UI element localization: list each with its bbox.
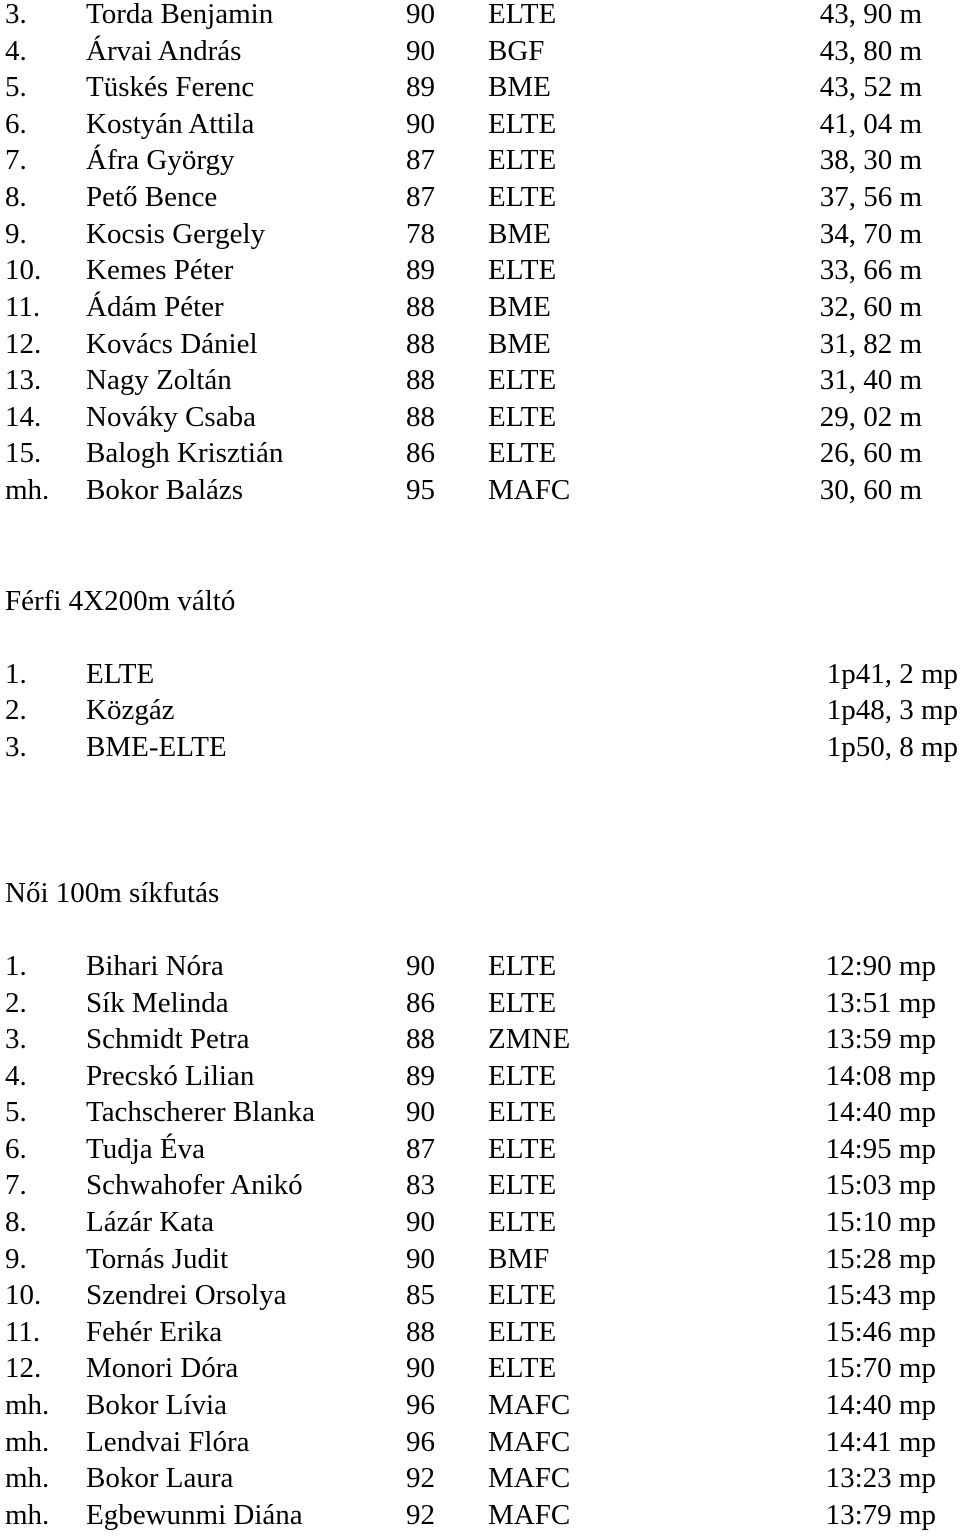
birth-year: 92	[406, 1462, 435, 1494]
rank: 9.	[5, 1243, 27, 1275]
table-row	[0, 696, 960, 732]
athlete-name: Kostyán Attila	[86, 108, 255, 140]
result: 31, 40 m	[819, 364, 922, 396]
club: BME	[488, 291, 551, 323]
club: BME	[488, 328, 551, 360]
rank: 14.	[5, 401, 42, 433]
rank: 15.	[5, 437, 42, 469]
table-row	[0, 183, 960, 219]
rank: mh.	[5, 1462, 50, 1494]
result: 15:46 mp	[825, 1316, 936, 1348]
team-name: ELTE	[86, 658, 155, 690]
club: ELTE	[488, 437, 557, 469]
club: BME	[488, 218, 551, 250]
athlete-name: Tudja Éva	[86, 1133, 205, 1165]
club: ELTE	[488, 950, 557, 982]
athlete-name: Nováky Csaba	[86, 401, 256, 433]
club: ELTE	[488, 1352, 557, 1384]
rank: 12.	[5, 328, 42, 360]
rank: 2.	[5, 694, 27, 726]
table-row	[0, 439, 960, 475]
result: 15:10 mp	[825, 1206, 936, 1238]
table-row	[0, 1391, 960, 1427]
rank: 4.	[5, 1060, 27, 1092]
result: 14:08 mp	[825, 1060, 936, 1092]
rank: mh.	[5, 1389, 50, 1421]
relay-heading: Férfi 4X200m váltó	[5, 585, 236, 617]
athlete-name: Monori Dóra	[86, 1352, 239, 1384]
table-row	[0, 1062, 960, 1098]
athlete-name: Szendrei Orsolya	[86, 1279, 287, 1311]
team-name: Közgáz	[86, 694, 175, 726]
result: 1p50, 8 mp	[826, 731, 958, 763]
athlete-name: Schmidt Petra	[86, 1023, 250, 1055]
birth-year: 89	[406, 1060, 435, 1092]
birth-year: 90	[406, 108, 435, 140]
table-row	[0, 256, 960, 292]
club: ELTE	[488, 0, 557, 30]
rank: mh.	[5, 1426, 50, 1458]
club: MAFC	[488, 1499, 571, 1531]
result: 1p41, 2 mp	[826, 658, 958, 690]
result: 12:90 mp	[825, 950, 936, 982]
table-row	[0, 220, 960, 256]
club: MAFC	[488, 1389, 571, 1421]
club: ELTE	[488, 364, 557, 396]
table-row	[0, 110, 960, 146]
table-row	[0, 403, 960, 439]
table-row	[0, 73, 960, 109]
athlete-name: Nagy Zoltán	[86, 364, 232, 396]
team-name: BME-ELTE	[86, 731, 227, 763]
rank: 3.	[5, 1023, 27, 1055]
birth-year: 83	[406, 1169, 435, 1201]
result: 43, 80 m	[819, 35, 922, 67]
club: ELTE	[488, 1279, 557, 1311]
rank: 10.	[5, 1279, 42, 1311]
athlete-name: Balogh Krisztián	[86, 437, 284, 469]
birth-year: 88	[406, 328, 435, 360]
birth-year: 87	[406, 181, 435, 213]
result: 37, 56 m	[819, 181, 922, 213]
birth-year: 90	[406, 1243, 435, 1275]
rank: 6.	[5, 1133, 27, 1165]
birth-year: 88	[406, 401, 435, 433]
club: ELTE	[488, 1060, 557, 1092]
rank: 1.	[5, 658, 27, 690]
result: 31, 82 m	[819, 328, 922, 360]
club: ELTE	[488, 108, 557, 140]
club: ELTE	[488, 401, 557, 433]
rank: 13.	[5, 364, 42, 396]
club: ELTE	[488, 1096, 557, 1128]
result: 29, 02 m	[819, 401, 922, 433]
birth-year: 88	[406, 364, 435, 396]
athlete-name: Bihari Nóra	[86, 950, 224, 982]
athlete-name: Lendvai Flóra	[86, 1426, 250, 1458]
club: MAFC	[488, 1462, 571, 1494]
club: BME	[488, 71, 551, 103]
table-row	[0, 1281, 960, 1317]
athlete-name: Kovács Dániel	[86, 328, 258, 360]
rank: mh.	[5, 1499, 50, 1531]
club: ELTE	[488, 1133, 557, 1165]
table-row	[0, 1025, 960, 1061]
rank: 8.	[5, 181, 27, 213]
table-row	[0, 1354, 960, 1390]
birth-year: 89	[406, 254, 435, 286]
birth-year: 88	[406, 291, 435, 323]
result: 15:28 mp	[825, 1243, 936, 1275]
table-row	[0, 989, 960, 1025]
rank: 12.	[5, 1352, 42, 1384]
result: 15:03 mp	[825, 1169, 936, 1201]
birth-year: 90	[406, 0, 435, 30]
table-row	[0, 1171, 960, 1207]
club: ZMNE	[488, 1023, 571, 1055]
result: 14:95 mp	[825, 1133, 936, 1165]
athlete-name: Áfra György	[86, 144, 235, 176]
table-row	[0, 1208, 960, 1244]
table-row	[0, 1135, 960, 1171]
result: 13:59 mp	[825, 1023, 936, 1055]
table-row	[0, 952, 960, 988]
rank: 7.	[5, 1169, 27, 1201]
club: MAFC	[488, 474, 571, 506]
athlete-name: Kocsis Gergely	[86, 218, 266, 250]
birth-year: 90	[406, 1096, 435, 1128]
result: 34, 70 m	[819, 218, 922, 250]
athlete-name: Tachscherer Blanka	[86, 1096, 316, 1128]
womens-100m-heading: Női 100m síkfutás	[5, 877, 220, 909]
athlete-name: Schwahofer Anikó	[86, 1169, 303, 1201]
table-row	[0, 1245, 960, 1281]
birth-year: 90	[406, 35, 435, 67]
result: 26, 60 m	[819, 437, 922, 469]
birth-year: 88	[406, 1316, 435, 1348]
result: 14:40 mp	[825, 1096, 936, 1128]
result: 33, 66 m	[819, 254, 922, 286]
table-row	[0, 733, 960, 769]
club: BGF	[488, 35, 545, 67]
table-row	[0, 1318, 960, 1354]
club: ELTE	[488, 987, 557, 1019]
athlete-name: Pető Bence	[86, 181, 218, 213]
birth-year: 87	[406, 1133, 435, 1165]
result: 13:23 mp	[825, 1462, 936, 1494]
athlete-name: Precskó Lilian	[86, 1060, 255, 1092]
result: 32, 60 m	[819, 291, 922, 323]
rank: 11.	[5, 1316, 41, 1348]
athlete-name: Tornás Judit	[86, 1243, 229, 1275]
table-row	[0, 660, 960, 696]
table-row	[0, 146, 960, 182]
result: 15:43 mp	[825, 1279, 936, 1311]
table-row	[0, 37, 960, 73]
birth-year: 90	[406, 1206, 435, 1238]
rank: 4.	[5, 35, 27, 67]
table-row	[0, 1428, 960, 1464]
athlete-name: Lázár Kata	[86, 1206, 214, 1238]
birth-year: 88	[406, 1023, 435, 1055]
result: 43, 90 m	[819, 0, 922, 30]
table-row	[0, 330, 960, 366]
birth-year: 78	[406, 218, 435, 250]
table-row	[0, 1464, 960, 1500]
athlete-name: Egbewunmi Diána	[86, 1499, 303, 1531]
birth-year: 95	[406, 474, 435, 506]
result: 38, 30 m	[819, 144, 922, 176]
rank: 11.	[5, 291, 41, 323]
result: 30, 60 m	[819, 474, 922, 506]
result: 43, 52 m	[819, 71, 922, 103]
club: ELTE	[488, 1206, 557, 1238]
rank: 9.	[5, 218, 27, 250]
birth-year: 96	[406, 1389, 435, 1421]
birth-year: 86	[406, 987, 435, 1019]
rank: 3.	[5, 731, 27, 763]
club: BMF	[488, 1243, 550, 1275]
athlete-name: Bokor Laura	[86, 1462, 234, 1494]
birth-year: 90	[406, 1352, 435, 1384]
rank: mh.	[5, 474, 50, 506]
athlete-name: Árvai András	[86, 35, 242, 67]
club: ELTE	[488, 254, 557, 286]
table-row	[0, 0, 960, 36]
result: 15:70 mp	[825, 1352, 936, 1384]
birth-year: 89	[406, 71, 435, 103]
rank: 10.	[5, 254, 42, 286]
result: 41, 04 m	[819, 108, 922, 140]
result: 14:41 mp	[825, 1426, 936, 1458]
result: 14:40 mp	[825, 1389, 936, 1421]
club: ELTE	[488, 1316, 557, 1348]
rank: 5.	[5, 1096, 27, 1128]
table-row	[0, 366, 960, 402]
table-row	[0, 476, 960, 512]
rank: 5.	[5, 71, 27, 103]
athlete-name: Kemes Péter	[86, 254, 234, 286]
rank: 7.	[5, 144, 27, 176]
rank: 6.	[5, 108, 27, 140]
club: ELTE	[488, 181, 557, 213]
club: ELTE	[488, 1169, 557, 1201]
birth-year: 92	[406, 1499, 435, 1531]
athlete-name: Bokor Lívia	[86, 1389, 227, 1421]
birth-year: 86	[406, 437, 435, 469]
birth-year: 90	[406, 950, 435, 982]
result: 13:51 mp	[825, 987, 936, 1019]
club: MAFC	[488, 1426, 571, 1458]
rank: 8.	[5, 1206, 27, 1238]
table-row	[0, 1098, 960, 1134]
athlete-name: Sík Melinda	[86, 987, 229, 1019]
birth-year: 96	[406, 1426, 435, 1458]
rank: 1.	[5, 950, 27, 982]
result: 1p48, 3 mp	[826, 694, 958, 726]
table-row	[0, 293, 960, 329]
club: ELTE	[488, 144, 557, 176]
birth-year: 85	[406, 1279, 435, 1311]
rank: 3.	[5, 0, 27, 30]
rank: 2.	[5, 987, 27, 1019]
birth-year: 87	[406, 144, 435, 176]
athlete-name: Bokor Balázs	[86, 474, 244, 506]
athlete-name: Tüskés Ferenc	[86, 71, 255, 103]
athlete-name: Fehér Erika	[86, 1316, 223, 1348]
result: 13:79 mp	[825, 1499, 936, 1531]
athlete-name: Ádám Péter	[86, 291, 224, 323]
athlete-name: Torda Benjamin	[86, 0, 274, 30]
